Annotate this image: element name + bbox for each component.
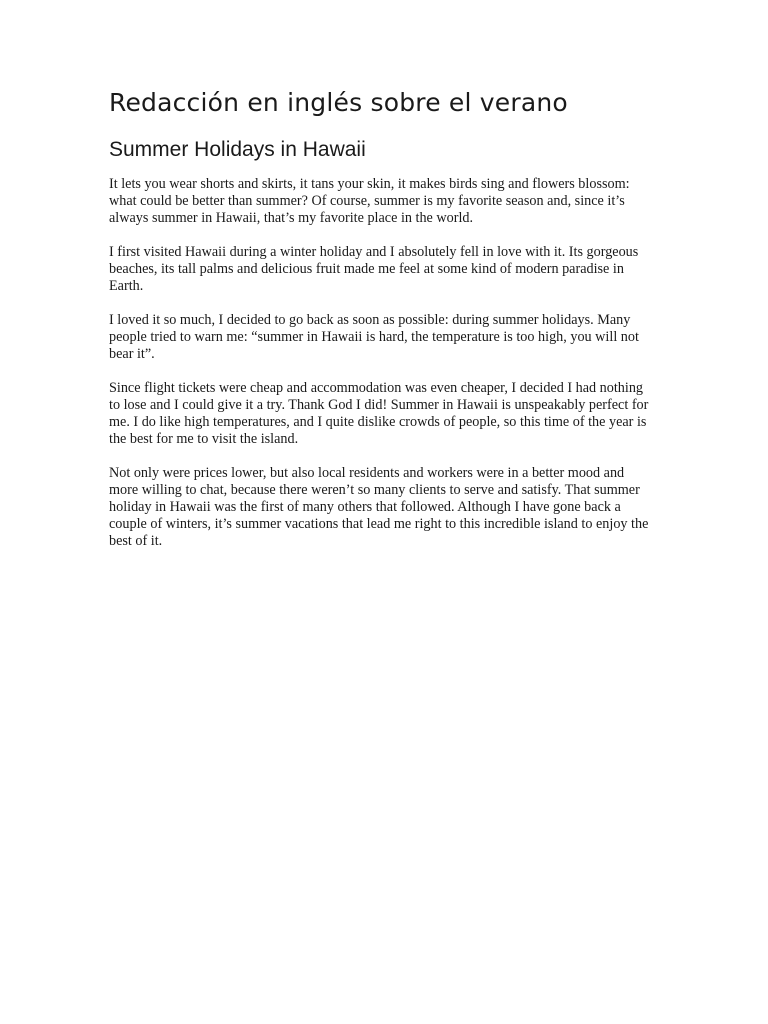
paragraph-5: Not only were prices lower, but also local residents and workers were in a better mood and more willing to chat, because there weren’t so many clients to serve and satisfy. That summer holiday in Hawaii was the first of many others that followed. Although I have gone back a couple of winters, it’s summer vacations that lead me right to this incredible island to enjoy the best of it. [109, 465, 649, 549]
document-subtitle: Summer Holidays in Hawaii [109, 138, 366, 161]
document-title: Redacción en inglés sobre el verano [109, 88, 568, 117]
paragraph-4: Since flight tickets were cheap and accommodation was even cheaper, I decided I had nothing to lose and I could give it a try. Thank God I did! Summer in Hawaii is unspeakably perfect for me. I do like high temperatures, and I quite dislike crowds of people, so this time of the year is the best for me to visit the island. [109, 380, 649, 447]
paragraph-2: I first visited Hawaii during a winter holiday and I absolutely fell in love with it. Its gorgeous beaches, its tall palms and delicious fruit made me feel at some kind of modern paradise in Earth. [109, 244, 639, 294]
document-page [109, 84, 649, 567]
paragraph-3: I loved it so much, I decided to go back as soon as possible: during summer holidays. Many people tried to warn me: “summer in Hawaii is hard, the temperature is too high, you will not bear it”. [109, 312, 639, 362]
paragraph-1: It lets you wear shorts and skirts, it tans your skin, it makes birds sing and flowers blossom: what could be better than summer? Of course, summer is my favorite season and, since it’s always summer in Hawaii, that’s my favorite place in the world. [109, 176, 630, 226]
